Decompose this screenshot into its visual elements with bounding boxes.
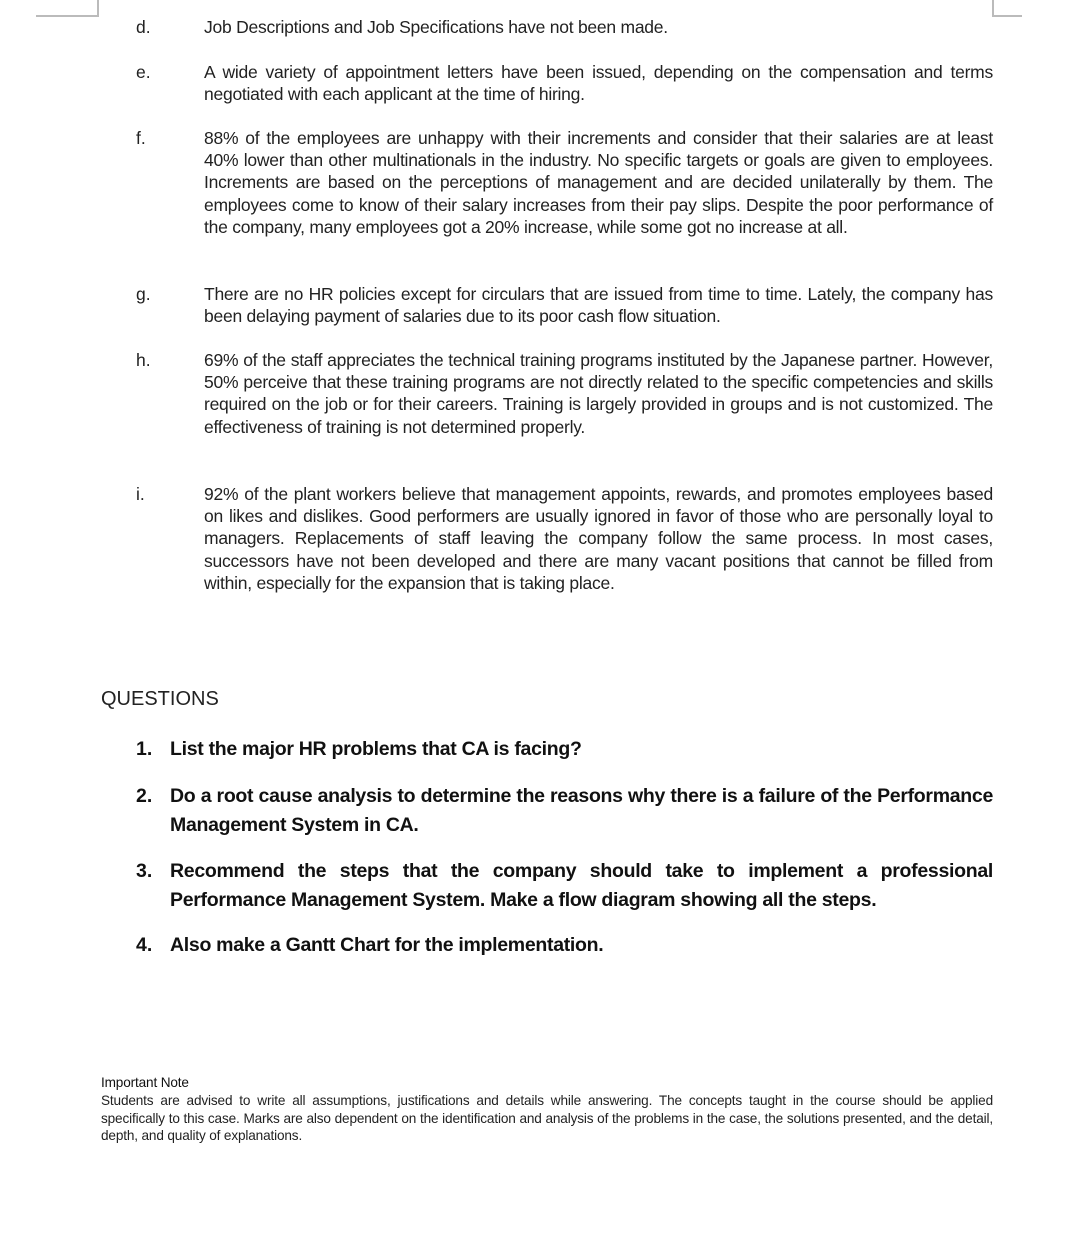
note-title: Important Note: [101, 1075, 189, 1090]
list-item-label: i.: [136, 484, 145, 504]
question-text: Do a root cause analysis to determine the reasons why there is a failure of the Performance Management System in CA.: [170, 785, 993, 836]
question-number: 3.: [136, 860, 153, 882]
list-item-text: 88% of the employees are unhappy with their increments and consider that their salaries are at least 40% lower than other multinationals in the industry. No specific targets or goals are given to employees. Increments are based on the perceptions of management and are decided unilaterally by them. The employees come to know of their salary increases from their pay slips. Despite the poor performance of the company, many employees got a 20% increase, while some got no increase at all.: [204, 128, 993, 237]
question-text: Recommend the steps that the company should take to implement a professional Performance Management System. Make a flow diagram showing all the steps.: [170, 860, 993, 911]
question-number: 2.: [136, 785, 153, 807]
list-item-label: d.: [136, 17, 151, 37]
note-text: Students are advised to write all assumptions, justifications and details while answering. The concepts taught in the course should be applied specifically to this case. Marks are also dependent on the identification and analysis of the problems in the case, the solutions presented, and the detail, depth, and quality of explanations.: [101, 1092, 993, 1144]
list-item-label: f.: [136, 128, 146, 148]
question-number: 4.: [136, 934, 153, 956]
list-item-text: 69% of the staff appreciates the technical training programs instituted by the Japanese partner. However, 50% perceive that these training programs are not directly related to the specific competencies and skills required on the job or for their careers. Training is largely provided in groups and is not customized. The effectiveness of training is not determined properly.: [204, 350, 993, 437]
list-item-text: There are no HR policies except for circulars that are issued from time to time. Lately, the company has been delaying payment of salaries due to its poor cash flow situation.: [204, 284, 993, 327]
question-text: Also make a Gantt Chart for the implementation.: [170, 934, 604, 956]
list-item-label: e.: [136, 62, 151, 82]
list-item-text: Job Descriptions and Job Specifications have not been made.: [204, 17, 668, 37]
list-item-text: A wide variety of appointment letters have been issued, depending on the compensation and terms negotiated with each applicant at the time of hiring.: [204, 62, 993, 105]
page-corner-mark-left: [36, 15, 99, 17]
list-item-text: 92% of the plant workers believe that management appoints, rewards, and promotes employees based on likes and dislikes. Good performers are usually ignored in favor of those who are personally loyal to managers. Replacements of staff leaving the company follow the same process. In most cases, successors have not been developed and there are many vacant positions that cannot be filled from within, especially for the expansion that is taking place.: [204, 484, 993, 593]
question-text: List the major HR problems that CA is facing?: [170, 738, 582, 760]
page-corner-mark-right: [992, 15, 1022, 17]
question-number: 1.: [136, 738, 153, 760]
questions-heading: QUESTIONS: [101, 688, 219, 710]
important-note: [101, 1074, 993, 1145]
list-item-label: g.: [136, 284, 151, 304]
list-item-label: h.: [136, 350, 151, 370]
